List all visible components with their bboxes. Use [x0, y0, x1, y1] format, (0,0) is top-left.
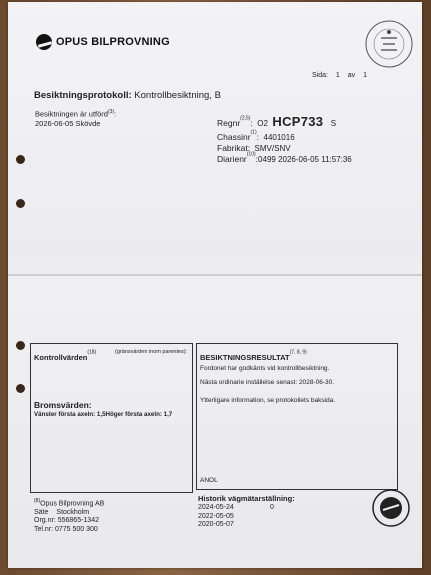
brand-name: OPUS BILPROVNING — [56, 36, 170, 48]
regnr-suffix: S — [330, 119, 337, 128]
punch-hole — [16, 384, 25, 393]
company-orgnr: Org.nr: 556865-1342 — [34, 517, 99, 525]
sate-label: Säte — [34, 508, 49, 516]
company-sate-row — [34, 509, 104, 518]
regnr-prefix: O2 — [257, 119, 268, 128]
title-bold: Besiktningsprotokoll: — [34, 90, 132, 101]
fabrikat-label: Fabrikat — [217, 143, 248, 153]
punch-hole — [16, 199, 25, 208]
chassi-colon: : — [256, 132, 260, 142]
brake-right-value: Höger första axeln: 1,7 — [105, 411, 173, 418]
punch-hole — [16, 155, 25, 164]
bromsvarden-title: Bromsvärden: — [34, 400, 92, 410]
diarie-label: Diarienr — [217, 154, 247, 164]
resultat-line-1: Fordonet har godkänts vid kontrollbesiktning. — [200, 365, 330, 372]
resultat-header — [200, 347, 307, 365]
page-total: 1 — [363, 72, 368, 79]
company-name: Opus Bilprovning AB — [40, 500, 105, 508]
inspection-protocol-page — [8, 2, 422, 568]
regnr-colon: : — [250, 118, 253, 128]
historik-row — [198, 521, 274, 530]
page-number: 1 — [335, 72, 340, 79]
inspection-label — [35, 109, 116, 119]
opus-logo-icon — [36, 34, 52, 50]
page-indicator — [312, 72, 367, 79]
inspection-value: 2026-06-05 Skövde — [35, 119, 101, 128]
resultat-sup: (7, 8, 9) — [289, 349, 307, 356]
historik-title: Historik vägmätarställning: — [198, 494, 295, 503]
resultat-title: BESIKTNINGSRESULTAT — [200, 353, 290, 362]
historik-date: 2022-05-05 — [198, 512, 234, 520]
title-rest: Kontrollbesiktning, B — [131, 90, 221, 101]
diarie-sup: (10) — [246, 151, 256, 158]
diarie-colon: : — [255, 154, 259, 164]
chassi-label: Chassinr — [217, 132, 251, 142]
kontrollvarden-sup: (18) — [87, 349, 97, 356]
kontrollvarden-note: (gränsvärden inom parentes): — [115, 349, 188, 355]
historik-row — [198, 513, 274, 522]
brake-left-value: Vänster första axeln: 1,5 — [34, 411, 106, 418]
resultat-line-3: Ytterligare information, se protokollets baksida. — [200, 397, 336, 404]
company-info — [34, 497, 104, 534]
company-sup: (8) — [34, 498, 41, 504]
paper-fold — [8, 274, 422, 276]
fabrikat-value: SMV/SNV — [254, 144, 291, 153]
page-of: av — [347, 72, 356, 79]
besiktningsresultat-box — [196, 343, 398, 490]
regnr-value: HCP733 — [272, 114, 324, 129]
chassi-sup: (1) — [250, 129, 257, 136]
page-label: Sida: — [312, 72, 328, 79]
regnr-sup: (2,5) — [240, 115, 251, 122]
inspection-label-text: Besiktningen är utförd — [35, 109, 108, 119]
resultat-line-2: Nästa ordinarie inställelse senast: 2028-06-30. — [200, 379, 335, 386]
opus-logo — [36, 34, 170, 50]
historik-list — [198, 504, 274, 530]
kontrollvarden-header — [34, 347, 96, 365]
historik-date: 2020-05-07 — [198, 521, 234, 528]
accreditation-stamp-icon — [371, 488, 411, 528]
chassi-value: 4401016 — [263, 133, 295, 142]
inspection-label-colon: : — [114, 109, 117, 119]
company-tel: Tel.nr: 0775 500 300 — [34, 525, 98, 533]
fabrikat-colon: : — [247, 143, 251, 153]
kontrollvarden-title: Kontrollvärden — [34, 353, 88, 362]
kontrollvarden-box — [30, 343, 193, 493]
company-name-row — [34, 497, 104, 509]
sate-value: Stockholm — [56, 508, 90, 516]
bromsvarden-values — [34, 411, 172, 418]
historik-value: 0 — [270, 504, 274, 511]
document-title — [34, 90, 221, 101]
historik-row — [198, 504, 274, 513]
historik-date: 2024-05-24 — [198, 504, 234, 511]
swedac-seal-icon — [363, 18, 415, 70]
diarie-value: 0499 2026-06-05 11:57:36 — [258, 155, 352, 164]
punch-hole — [16, 341, 25, 350]
diarie-row — [217, 149, 352, 167]
inspection-label-sup: (3) — [107, 109, 115, 115]
regnr-label: Regnr — [217, 118, 241, 128]
inspector-signature: ANOL — [200, 477, 218, 484]
